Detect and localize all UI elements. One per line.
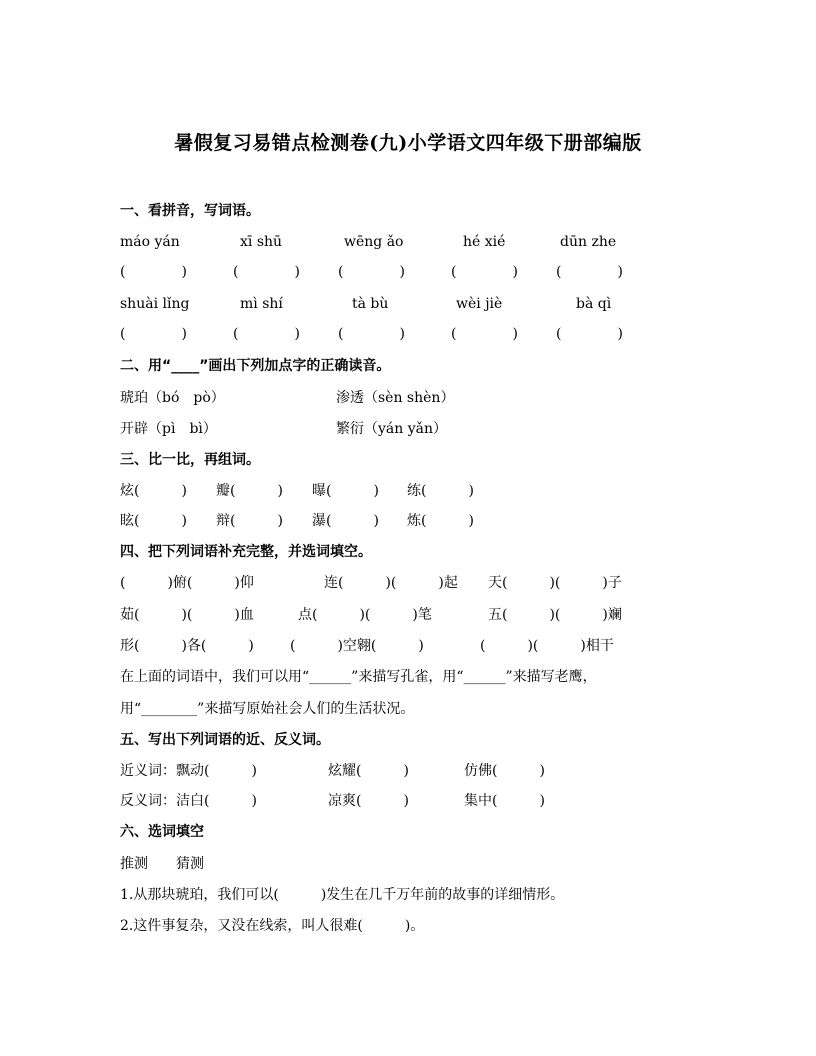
answer-blank[interactable]: ( ) <box>556 326 623 342</box>
fill-sentence-1[interactable]: 在上面的词语中，我们可以用“______”来描写孔雀，用“______”来描写老鹰， <box>120 669 597 685</box>
idiom-item[interactable]: 形( )各( ) <box>120 638 254 654</box>
word-options: 推测 猜测 <box>120 856 204 872</box>
section-5-heading: 五、写出下列词语的近、反义词。 <box>120 732 330 748</box>
fill-sentence-2[interactable]: 用“________”来描写原始社会人们的生活状况。 <box>120 701 415 717</box>
answer-blank[interactable]: ( ) <box>338 264 405 280</box>
answer-blank[interactable]: ( ) <box>120 326 187 342</box>
synonym-item[interactable]: 炫耀( ) <box>328 763 409 779</box>
idiom-item[interactable]: ( )( )相干 <box>480 638 614 654</box>
section-6-heading: 六、选词填空 <box>120 824 204 840</box>
answer-blank[interactable]: ( ) <box>233 326 300 342</box>
synonym-item[interactable]: 近义词：飘动( ) <box>120 763 257 779</box>
compare-item[interactable]: 曝( ) <box>312 483 379 499</box>
pinyin-item: shuài lǐng <box>120 296 190 312</box>
pinyin-item: xī shū <box>240 234 283 250</box>
pinyin-item: bà qì <box>576 296 612 312</box>
idiom-item[interactable]: 连( )( )起 <box>324 575 458 591</box>
pronunciation-item[interactable]: 开辟（pì bì） <box>120 421 217 437</box>
pinyin-item: wēng ǎo <box>344 234 404 250</box>
answer-blank[interactable]: ( ) <box>451 264 518 280</box>
pronunciation-item[interactable]: 渗透（sèn shèn） <box>336 390 455 406</box>
question-1[interactable]: 1.从那块琥珀，我们可以( )发生在几千万年前的故事的详细情形。 <box>120 887 565 903</box>
compare-item[interactable]: 瓣( ) <box>216 483 283 499</box>
compare-item[interactable]: 炫( ) <box>120 483 187 499</box>
compare-item[interactable]: 辩( ) <box>216 513 283 529</box>
section-2-heading: 二、用“____”画出下列加点字的正确读音。 <box>120 358 391 374</box>
question-2[interactable]: 2.这件事复杂，又没在线索，叫人很难( )。 <box>120 918 425 934</box>
pinyin-item: hé xié <box>463 234 506 250</box>
idiom-item[interactable]: 茹( )( )血 <box>120 607 254 623</box>
pinyin-item: máo yán <box>120 234 180 250</box>
compare-item[interactable]: 瀑( ) <box>312 513 379 529</box>
section-1-heading: 一、看拼音，写词语。 <box>120 203 260 219</box>
pronunciation-item[interactable]: 琥珀（bó pò） <box>120 390 225 406</box>
antonym-item[interactable]: 反义词：洁白( ) <box>120 793 257 809</box>
answer-blank[interactable]: ( ) <box>556 264 623 280</box>
section-3-heading: 三、比一比，再组词。 <box>120 452 260 468</box>
idiom-item[interactable]: 天( )( )子 <box>488 575 622 591</box>
antonym-item[interactable]: 凉爽( ) <box>328 793 409 809</box>
section-4-heading: 四、把下列词语补充完整，并选词填空。 <box>120 544 372 560</box>
answer-blank[interactable]: ( ) <box>233 264 300 280</box>
page-title: 暑假复习易错点检测卷(九)小学语文四年级下册部编版 <box>174 132 642 154</box>
idiom-item[interactable]: 点( )( )笔 <box>298 607 432 623</box>
answer-blank[interactable]: ( ) <box>338 326 405 342</box>
pinyin-item: wèi jiè <box>456 296 503 312</box>
compare-item[interactable]: 练( ) <box>407 483 474 499</box>
compare-item[interactable]: 眩( ) <box>120 513 187 529</box>
antonym-item[interactable]: 集中( ) <box>464 793 545 809</box>
compare-item[interactable]: 炼( ) <box>407 513 474 529</box>
synonym-item[interactable]: 仿佛( ) <box>464 763 545 779</box>
idiom-item[interactable]: ( )空翱( ) <box>290 638 424 654</box>
pinyin-item: dūn zhe <box>560 234 617 250</box>
idiom-item[interactable]: 五( )( )斓 <box>488 607 622 623</box>
pronunciation-item[interactable]: 繁衍（yán yǎn） <box>336 421 447 437</box>
pinyin-item: tà bù <box>352 296 389 312</box>
answer-blank[interactable]: ( ) <box>120 264 187 280</box>
idiom-item[interactable]: ( )俯( )仰 <box>120 575 254 591</box>
answer-blank[interactable]: ( ) <box>451 326 518 342</box>
pinyin-item: mì shí <box>240 296 283 312</box>
